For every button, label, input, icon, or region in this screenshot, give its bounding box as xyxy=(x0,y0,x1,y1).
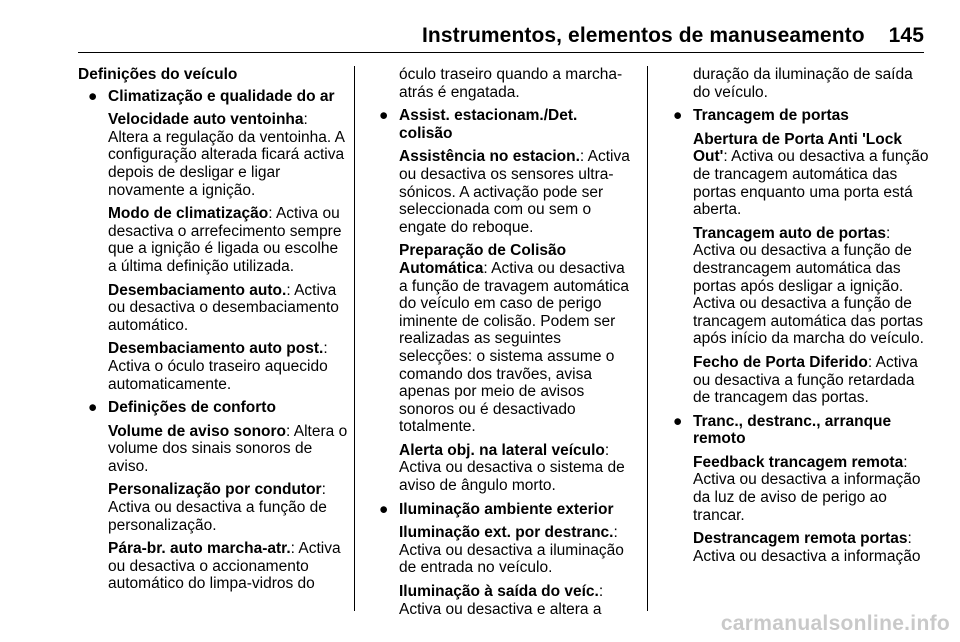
continued-text: óculo traseiro quando a marcha-atrás é engatada. xyxy=(399,66,623,101)
item-heading: Tranc., destranc., arranque remoto xyxy=(693,412,892,448)
setting-label: Iluminação à saída do veíc. xyxy=(399,583,599,601)
header-rule xyxy=(78,52,924,53)
setting-entry xyxy=(369,524,635,577)
setting-entry xyxy=(78,481,348,534)
item-heading: Trancagem de portas xyxy=(693,107,849,125)
setting-label: Volume de aviso sonoro xyxy=(108,422,287,440)
bullet-icon: ● xyxy=(673,107,683,125)
list-item xyxy=(663,107,933,125)
list-item xyxy=(78,399,348,417)
setting-text: : Activa ou desactiva a iluminação de entrada no veículo. xyxy=(399,524,624,577)
page-header xyxy=(0,24,924,50)
bullet-icon: ● xyxy=(379,107,389,125)
setting-text: : Activa ou desactiva os sensores ultra-sónicos. A activação pode ser seleccionada com ou sem o engate do reboque. xyxy=(399,148,630,236)
setting-entry xyxy=(78,340,348,393)
setting-entry xyxy=(663,454,933,524)
bullet-icon: ● xyxy=(88,87,98,105)
setting-text: : Activa ou desactiva a informação da luz de aviso de perigo ao trancar. xyxy=(693,453,921,524)
setting-text: : Activa o óculo traseiro aquecido automaticamente. xyxy=(108,340,328,393)
setting-text: : Activa ou desactiva o accionamento automático do limpa-vidros do xyxy=(108,540,341,593)
setting-label: Desembaciamento auto post. xyxy=(108,340,324,358)
column-1 xyxy=(78,66,348,593)
list-item xyxy=(369,107,635,142)
setting-entry xyxy=(369,442,635,495)
bullet-icon: ● xyxy=(673,412,683,430)
setting-text: : Altera a regulação da ventoinha. A configuração alterada ficará activa depois de desligar e ligar novamente a ignição. xyxy=(108,111,345,199)
list-item xyxy=(78,88,348,106)
list-item xyxy=(663,413,933,448)
item-heading: Iluminação ambiente exterior xyxy=(399,500,614,518)
setting-entry xyxy=(369,242,635,436)
item-heading: Assist. estacionam./Det. colisão xyxy=(399,107,578,142)
setting-label: Trancagem auto de portas xyxy=(693,224,886,242)
column-3 xyxy=(663,66,933,565)
setting-text: : Activa ou desactiva a função de destrancagem automática das portas após desligar a ignição. Activa ou desactiva a função de trancagem automática das portas após início da marcha do veículo. xyxy=(693,224,924,348)
setting-label: Alerta obj. na lateral veículo xyxy=(399,441,605,459)
setting-label: Velocidade auto ventoinha xyxy=(108,111,304,129)
setting-label: Desembaciamento auto. xyxy=(108,281,287,299)
setting-label: Preparação de Colisão Automática xyxy=(399,242,567,277)
setting-entry xyxy=(78,111,348,199)
bullet-icon: ● xyxy=(88,399,98,417)
setting-label: Modo de climatização xyxy=(108,205,269,223)
setting-entry xyxy=(78,205,348,275)
setting-label: Assistência no estacion. xyxy=(399,148,580,166)
column-divider-2 xyxy=(647,66,648,611)
setting-entry xyxy=(78,282,348,335)
setting-label: Abertura de Porta Anti 'Lock Out' xyxy=(693,130,902,166)
item-heading: Climatização e qualidade do ar xyxy=(108,87,335,105)
watermark: carmanualsonline.info xyxy=(720,612,950,635)
setting-text: : Activa ou desactiva a função de travagem automática do veículo em caso de perigo iminente de colisão. Podem ser realizadas as seguintes selecções: o sistema assume o comando dos travões, avisa apenas por meio de avisos sonoros ou é desactivado totalmente. xyxy=(399,259,630,436)
setting-entry xyxy=(78,423,348,476)
continued-text: duração da iluminação de saída do veículo. xyxy=(693,66,913,101)
setting-text: : Activa ou desactiva o arrefecimento sempre que a ignição é ligada ou escolhe a última definição utilizada. xyxy=(108,205,342,275)
setting-label: Iluminação ext. por destranc. xyxy=(399,524,614,542)
setting-text: : Activa ou desactiva e altera a xyxy=(399,583,604,618)
setting-text: : Activa ou desactiva a função de trancagem automática das portas enquanto uma porta está aberta. xyxy=(693,148,929,219)
setting-text: : Activa ou desactiva a informação xyxy=(693,530,921,565)
setting-text: : Activa ou desactiva o desembaciamento automático. xyxy=(108,281,339,334)
setting-text: : Activa ou desactiva o sistema de aviso de ângulo morto. xyxy=(399,441,625,495)
setting-label: Personalização por condutor xyxy=(108,481,322,499)
setting-entry xyxy=(663,354,933,407)
column-divider-1 xyxy=(354,66,355,611)
page-number: 145 xyxy=(888,24,924,47)
item-heading: Definições de conforto xyxy=(108,399,276,417)
setting-entry xyxy=(663,225,933,348)
setting-label: Fecho de Porta Diferido xyxy=(693,353,868,371)
setting-text: : Altera o volume dos sinais sonoros de aviso. xyxy=(108,422,348,475)
setting-text: : Activa ou desactiva a função retardada de trancagem das portas. xyxy=(693,353,918,407)
list-item xyxy=(369,501,635,519)
setting-entry xyxy=(78,540,348,593)
setting-entry xyxy=(369,148,635,236)
bullet-icon: ● xyxy=(379,500,389,518)
setting-label: Pára-br. auto marcha-atr. xyxy=(108,540,291,558)
setting-entry xyxy=(663,131,933,219)
header-title: Instrumentos, elementos de manuseamento xyxy=(421,24,865,47)
setting-entry xyxy=(663,530,933,565)
setting-label: Destrancagem remota portas xyxy=(693,530,908,548)
setting-label: Feedback trancagem remota xyxy=(693,453,904,471)
column-2 xyxy=(369,66,635,618)
section-title: Definições do veículo xyxy=(78,66,238,83)
setting-entry xyxy=(369,583,635,618)
setting-text: : Activa ou desactiva a função de personalização. xyxy=(108,481,327,534)
